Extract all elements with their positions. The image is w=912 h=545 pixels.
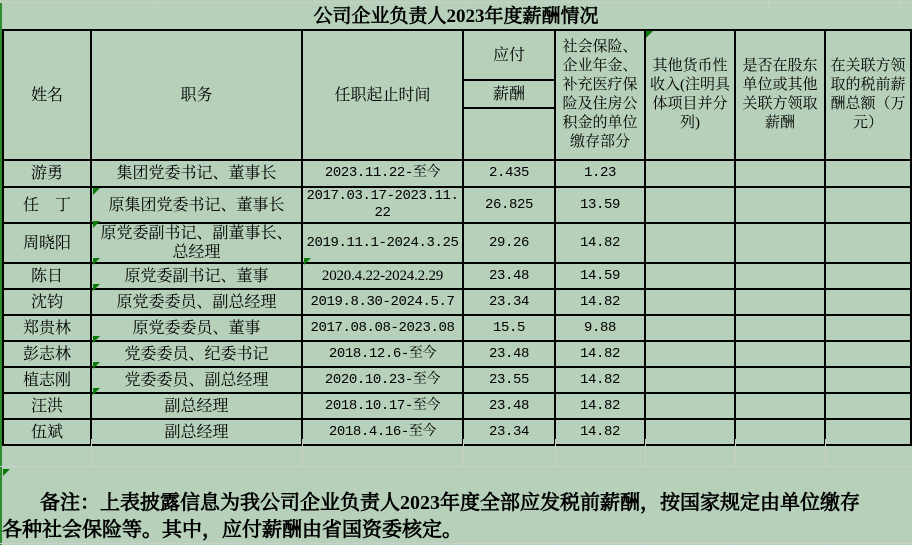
cell-insurance[interactable]: 14.82 xyxy=(555,393,645,419)
error-indicator-icon xyxy=(93,336,100,343)
cell-name[interactable]: 伍斌 xyxy=(3,419,91,445)
header-related-party-total[interactable]: 在关联方领取的税前薪酬总额（万元） xyxy=(825,30,911,160)
cell-related-party-total[interactable] xyxy=(825,341,911,367)
cell-shareholder-pay[interactable] xyxy=(735,187,825,223)
cell-position[interactable]: 原党委委员、董事 xyxy=(91,315,302,341)
cell-position[interactable]: 原党委副书记、副董事长、总经理 xyxy=(91,223,302,263)
grid-line xyxy=(463,439,464,466)
header-tenure[interactable]: 任职起止时间 xyxy=(302,30,463,160)
cell-insurance[interactable]: 14.82 xyxy=(555,341,645,367)
cell-position[interactable]: 原集团党委书记、董事长 xyxy=(91,187,302,223)
cell-other-income[interactable] xyxy=(645,223,735,263)
cell-related-party-total[interactable] xyxy=(825,289,911,315)
grid-line xyxy=(91,439,92,466)
cell-salary[interactable]: 23.34 xyxy=(463,289,555,315)
footnote[interactable] xyxy=(2,490,908,544)
cell-other-income[interactable] xyxy=(645,160,735,187)
cell-shareholder-pay[interactable] xyxy=(735,223,825,263)
cell-other-income[interactable] xyxy=(645,263,735,289)
cell-insurance[interactable]: 1.23 xyxy=(555,160,645,187)
cell-name[interactable]: 彭志林 xyxy=(3,341,91,367)
cell-tenure[interactable]: 2020.10.23-至今 xyxy=(302,367,463,393)
cell-related-party-total[interactable] xyxy=(825,419,911,445)
cell-insurance[interactable]: 14.82 xyxy=(555,289,645,315)
cell-related-party-total[interactable] xyxy=(825,367,911,393)
header-payable-top[interactable]: 应付 xyxy=(463,30,555,80)
page-title: 公司企业负责人2023年度薪酬情况 xyxy=(313,6,599,27)
grid-line xyxy=(0,543,912,544)
cell-position[interactable]: 党委委员、纪委书记 xyxy=(91,341,302,367)
cell-related-party-total[interactable] xyxy=(825,160,911,187)
cell-shareholder-pay[interactable] xyxy=(735,393,825,419)
cell-insurance[interactable]: 14.82 xyxy=(555,223,645,263)
header-insurance[interactable]: 社会保险、企业年金、补充医疗保险及住房公积金的单位缴存部分 xyxy=(555,30,645,160)
error-indicator-icon xyxy=(93,221,100,228)
grid-line xyxy=(555,439,556,466)
cell-salary[interactable]: 23.55 xyxy=(463,367,555,393)
cell-insurance[interactable]: 13.59 xyxy=(555,187,645,223)
cell-shareholder-pay[interactable] xyxy=(735,160,825,187)
cell-position[interactable]: 副总经理 xyxy=(91,419,302,445)
footnote-line-2: 各种社会保险等。其中，应付薪酬由省国资委核定。 xyxy=(2,519,462,541)
cell-tenure[interactable]: 2018.10.17-至今 xyxy=(302,393,463,419)
table-row xyxy=(3,289,911,315)
cell-shareholder-pay[interactable] xyxy=(735,341,825,367)
cell-name[interactable]: 周晓阳 xyxy=(3,223,91,263)
table-row xyxy=(3,341,911,367)
cell-other-income[interactable] xyxy=(645,187,735,223)
cell-name[interactable]: 游勇 xyxy=(3,160,91,187)
header-payable-bottom[interactable]: 薪酬 xyxy=(463,80,555,108)
cell-other-income[interactable] xyxy=(645,315,735,341)
cell-insurance[interactable]: 9.88 xyxy=(555,315,645,341)
cell-position[interactable]: 集团党委书记、董事长 xyxy=(91,160,302,187)
cell-name[interactable]: 郑贵林 xyxy=(3,315,91,341)
cell-name[interactable]: 植志刚 xyxy=(3,367,91,393)
cell-tenure[interactable]: 2017.03.17-2023.11.22 xyxy=(302,187,463,223)
cell-position[interactable]: 副总经理 xyxy=(91,393,302,419)
cell-related-party-total[interactable] xyxy=(825,263,911,289)
cell-other-income[interactable] xyxy=(645,289,735,315)
footnote-line-1: 备注：上表披露信息为我公司企业负责人2023年度全部应发税前薪酬，按国家规定由单位缴存 xyxy=(40,492,860,514)
cell-name[interactable]: 汪洪 xyxy=(3,393,91,419)
cell-other-income[interactable] xyxy=(645,341,735,367)
cell-tenure[interactable]: 2023.11.22-至今 xyxy=(302,160,463,187)
cell-tenure[interactable]: 2018.12.6-至今 xyxy=(302,341,463,367)
table-row xyxy=(3,263,911,289)
header-payable-empty[interactable] xyxy=(463,108,555,160)
cell-shareholder-pay[interactable] xyxy=(735,315,825,341)
grid-line xyxy=(825,439,826,466)
cell-salary[interactable]: 23.48 xyxy=(463,341,555,367)
cell-salary[interactable]: 29.26 xyxy=(463,223,555,263)
header-shareholder-pay[interactable]: 是否在股东单位或其他关联方领取薪酬 xyxy=(735,30,825,160)
cell-other-income[interactable] xyxy=(645,419,735,445)
table-row xyxy=(3,393,911,419)
cell-salary[interactable]: 26.825 xyxy=(463,187,555,223)
cell-position[interactable]: 原党委委员、副总经理 xyxy=(91,289,302,315)
error-indicator-icon xyxy=(93,362,100,369)
cell-related-party-total[interactable] xyxy=(825,315,911,341)
cell-tenure[interactable]: 2020.4.22-2024.2.29 xyxy=(302,263,463,289)
cell-other-income[interactable] xyxy=(645,367,735,393)
cell-name[interactable]: 陈日 xyxy=(3,263,91,289)
cell-shareholder-pay[interactable] xyxy=(735,263,825,289)
grid-line xyxy=(735,439,736,466)
error-indicator-icon xyxy=(304,258,311,265)
cell-insurance[interactable]: 14.82 xyxy=(555,419,645,445)
cell-insurance[interactable]: 14.82 xyxy=(555,367,645,393)
cell-salary[interactable]: 15.5 xyxy=(463,315,555,341)
cell-salary[interactable]: 23.48 xyxy=(463,263,555,289)
cell-related-party-total[interactable] xyxy=(825,393,911,419)
table-row xyxy=(3,315,911,341)
cell-tenure[interactable]: 2019.8.30-2024.5.7 xyxy=(302,289,463,315)
header-position[interactable]: 职务 xyxy=(91,30,302,160)
error-indicator-icon xyxy=(93,188,100,195)
cell-tenure[interactable]: 2017.08.08-2023.08 xyxy=(302,315,463,341)
cell-shareholder-pay[interactable] xyxy=(735,419,825,445)
cell-shareholder-pay[interactable] xyxy=(735,289,825,315)
cell-insurance[interactable]: 14.59 xyxy=(555,263,645,289)
error-indicator-icon xyxy=(93,258,100,265)
cell-salary[interactable]: 2.435 xyxy=(463,160,555,187)
error-indicator-icon xyxy=(3,469,10,476)
cell-salary[interactable]: 23.48 xyxy=(463,393,555,419)
cell-tenure[interactable]: 2019.11.1-2024.3.25 xyxy=(302,223,463,263)
table-row xyxy=(3,187,911,223)
cell-salary[interactable]: 23.34 xyxy=(463,419,555,445)
cell-other-income[interactable] xyxy=(645,393,735,419)
table-row xyxy=(3,367,911,393)
cell-related-party-total[interactable] xyxy=(825,223,911,263)
cell-tenure[interactable]: 2018.4.16-至今 xyxy=(302,419,463,445)
table-row xyxy=(3,160,911,187)
grid-line xyxy=(645,439,646,466)
table-row xyxy=(3,419,911,445)
header-name[interactable]: 姓名 xyxy=(3,30,91,160)
grid-line xyxy=(0,466,912,467)
error-indicator-icon xyxy=(93,388,100,395)
table-row xyxy=(3,223,911,263)
grid-line xyxy=(302,439,303,466)
cell-position[interactable]: 党委委员、副总经理 xyxy=(91,367,302,393)
cell-position[interactable]: 原党委副书记、董事 xyxy=(91,263,302,289)
header-other-income[interactable]: 其他货币性收入(注明具体项目并分列) xyxy=(645,30,735,160)
salary-table xyxy=(2,29,912,446)
cell-name[interactable]: 沈钧 xyxy=(3,289,91,315)
error-indicator-icon xyxy=(646,31,653,38)
cell-shareholder-pay[interactable] xyxy=(735,367,825,393)
cell-name[interactable]: 任 丁 xyxy=(3,187,91,223)
cell-related-party-total[interactable] xyxy=(825,187,911,223)
error-indicator-icon xyxy=(93,284,100,291)
